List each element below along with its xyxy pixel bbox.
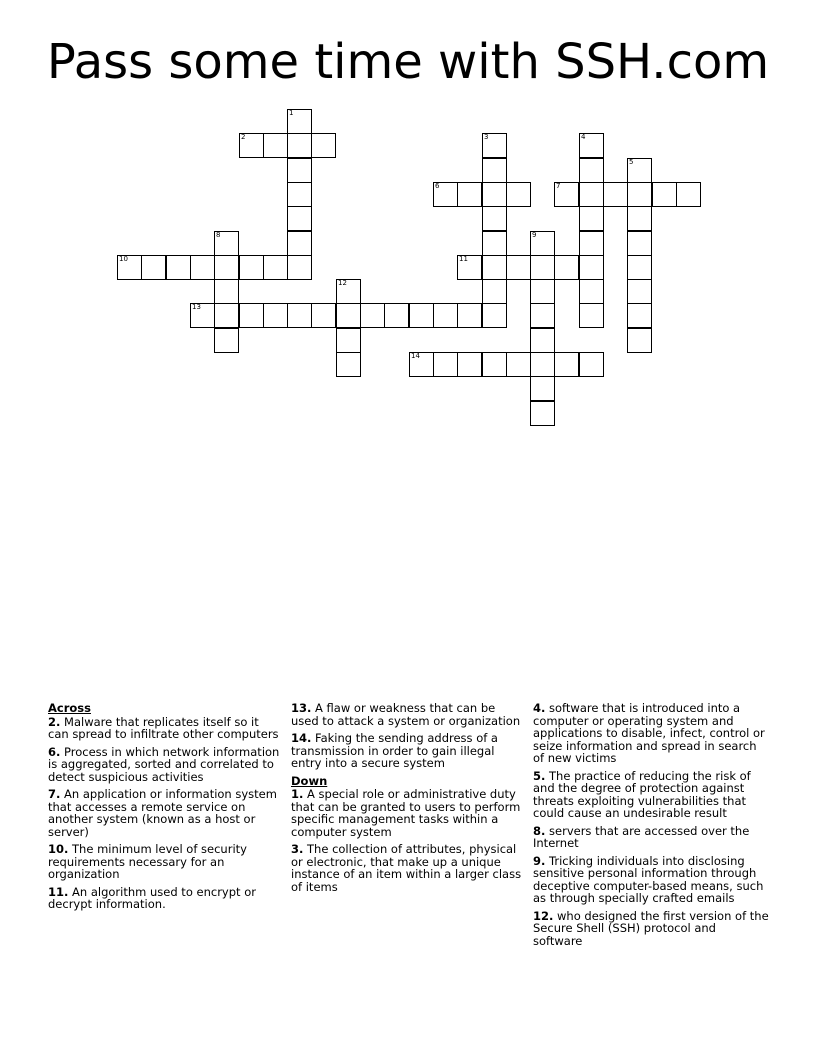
grid-cell[interactable] xyxy=(336,279,361,304)
down-heading: Down xyxy=(291,773,328,788)
grid-cell[interactable] xyxy=(627,182,652,207)
grid-cell[interactable] xyxy=(287,182,312,207)
grid-cell[interactable] xyxy=(627,255,652,280)
clues-column-1 xyxy=(48,702,280,916)
cell-number: 1 xyxy=(289,109,294,117)
grid-cell[interactable] xyxy=(482,279,507,304)
grid-cell[interactable] xyxy=(506,352,531,377)
grid-cell[interactable] xyxy=(579,303,604,328)
clue-across-10: 10. The minimum level of security requirements necessary for an organization xyxy=(48,842,247,881)
grid-cell[interactable] xyxy=(530,328,555,353)
grid-cell[interactable] xyxy=(214,328,239,353)
grid-cell[interactable] xyxy=(190,303,215,328)
grid-cell[interactable] xyxy=(482,133,507,158)
grid-cell[interactable] xyxy=(482,255,507,280)
grid-cell[interactable] xyxy=(214,231,239,256)
grid-cell[interactable] xyxy=(117,255,142,280)
grid-cell[interactable] xyxy=(311,133,336,158)
clues-column-3 xyxy=(533,702,769,952)
clue-across-6: 6. Process in which network information is aggregated, sorted and correlated to detect suspicious activities xyxy=(48,744,280,784)
grid-cell[interactable] xyxy=(239,303,264,328)
grid-cell[interactable] xyxy=(530,401,555,426)
cell-number: 4 xyxy=(581,133,586,141)
grid-cell[interactable] xyxy=(579,231,604,256)
cell-number: 11 xyxy=(459,255,468,263)
cell-number: 10 xyxy=(119,255,128,263)
grid-cell[interactable] xyxy=(457,255,482,280)
grid-cell[interactable] xyxy=(457,303,482,328)
grid-cell[interactable] xyxy=(554,352,579,377)
grid-cell[interactable] xyxy=(603,182,628,207)
grid-cell[interactable] xyxy=(263,133,288,158)
clues-column-2 xyxy=(291,702,525,898)
grid-cell[interactable] xyxy=(239,255,264,280)
grid-cell[interactable] xyxy=(506,182,531,207)
grid-cell[interactable] xyxy=(409,303,434,328)
grid-cell[interactable] xyxy=(482,352,507,377)
grid-cell[interactable] xyxy=(433,303,458,328)
grid-cell[interactable] xyxy=(482,182,507,207)
clue-down-12: 12. who designed the first version of the Secure Shell (SSH) protocol and software xyxy=(533,908,769,948)
grid-cell[interactable] xyxy=(530,231,555,256)
clue-down-8: 8. servers that are accessed over the Internet xyxy=(533,823,750,850)
grid-cell[interactable] xyxy=(287,109,312,134)
grid-cell[interactable] xyxy=(652,182,677,207)
grid-cell[interactable] xyxy=(579,206,604,231)
grid-cell[interactable] xyxy=(579,255,604,280)
clue-down-3: 3. The collection of attributes, physical or electronic, that make up a unique instance of an item within a larger class of items xyxy=(291,842,522,894)
grid-cell[interactable] xyxy=(554,255,579,280)
grid-cell[interactable] xyxy=(482,206,507,231)
grid-cell[interactable] xyxy=(336,328,361,353)
cell-number: 7 xyxy=(556,182,561,190)
grid-cell[interactable] xyxy=(579,182,604,207)
grid-cell[interactable] xyxy=(141,255,166,280)
cell-number: 13 xyxy=(192,303,201,311)
grid-cell[interactable] xyxy=(263,255,288,280)
grid-cell[interactable] xyxy=(482,158,507,183)
grid-cell[interactable] xyxy=(627,303,652,328)
grid-cell[interactable] xyxy=(457,352,482,377)
grid-cell[interactable] xyxy=(554,182,579,207)
cell-number: 8 xyxy=(216,231,221,239)
grid-cell[interactable] xyxy=(579,352,604,377)
grid-cell[interactable] xyxy=(579,158,604,183)
clue-across-13: 13. A flaw or weakness that can be used to attack a system or organization xyxy=(291,701,521,728)
grid-cell[interactable] xyxy=(384,303,409,328)
grid-cell[interactable] xyxy=(336,352,361,377)
grid-cell[interactable] xyxy=(311,303,336,328)
grid-cell[interactable] xyxy=(627,158,652,183)
clue-down-5: 5. The practice of reducing the risk of and the degree of protection against threats exploiting vulnerabilities that could cause an undesirable result xyxy=(533,768,751,820)
grid-cell[interactable] xyxy=(287,231,312,256)
grid-cell[interactable] xyxy=(214,303,239,328)
cell-number: 6 xyxy=(435,182,440,190)
grid-cell[interactable] xyxy=(360,303,385,328)
clue-down-4: 4. software that is introduced into a computer or operating system and applications to disable, infect, control or seize information and spread in search of new victims xyxy=(533,701,765,765)
clue-across-11: 11. An algorithm used to encrypt or decrypt information. xyxy=(48,884,256,911)
grid-cell[interactable] xyxy=(409,352,434,377)
clue-across-2: 2. Malware that replicates itself so it can spread to infiltrate other computers xyxy=(48,714,279,741)
grid-cell[interactable] xyxy=(530,279,555,304)
grid-cell[interactable] xyxy=(287,303,312,328)
grid-cell[interactable] xyxy=(530,255,555,280)
cell-number: 3 xyxy=(484,133,489,141)
clue-across-14: 14. Faking the sending address of a transmission in order to gain illegal entry into a secure system xyxy=(291,731,498,770)
grid-cell[interactable] xyxy=(482,303,507,328)
clue-across-7: 7. An application or information system that accesses a remote service on another system (known as a host or server) xyxy=(48,787,277,839)
grid-cell[interactable] xyxy=(287,133,312,158)
cell-number: 5 xyxy=(629,158,634,166)
grid-cell[interactable] xyxy=(287,158,312,183)
grid-cell[interactable] xyxy=(482,231,507,256)
grid-cell[interactable] xyxy=(627,206,652,231)
grid-cell[interactable] xyxy=(239,133,264,158)
grid-cell[interactable] xyxy=(336,303,361,328)
grid-cell[interactable] xyxy=(530,303,555,328)
cell-number: 14 xyxy=(411,352,420,360)
grid-cell[interactable] xyxy=(287,255,312,280)
page-title: Pass some time with SSH.com xyxy=(46,34,770,90)
grid-cell[interactable] xyxy=(530,376,555,401)
grid-cell[interactable] xyxy=(433,352,458,377)
grid-cell[interactable] xyxy=(287,206,312,231)
grid-cell[interactable] xyxy=(263,303,288,328)
cell-number: 2 xyxy=(241,133,246,141)
grid-cell[interactable] xyxy=(214,279,239,304)
grid-cell[interactable] xyxy=(214,255,239,280)
cell-number: 9 xyxy=(532,231,537,239)
grid-cell[interactable] xyxy=(627,231,652,256)
crossword-grid xyxy=(0,0,816,460)
cell-number: 12 xyxy=(338,279,347,287)
grid-cell[interactable] xyxy=(530,352,555,377)
grid-cell[interactable] xyxy=(433,182,458,207)
clue-down-9: 9. Tricking individuals into disclosing sensitive personal information through deceptive computer-based means, such as through specially crafted emails xyxy=(533,853,764,905)
across-heading: Across xyxy=(48,701,91,715)
grid-cell[interactable] xyxy=(579,133,604,158)
grid-cell[interactable] xyxy=(166,255,191,280)
grid-cell[interactable] xyxy=(457,182,482,207)
grid-cell[interactable] xyxy=(579,279,604,304)
clue-down-1: 1. A special role or administrative duty that can be granted to users to perform specific management tasks within a computer system xyxy=(291,787,521,839)
grid-cell[interactable] xyxy=(190,255,215,280)
grid-cell[interactable] xyxy=(506,255,531,280)
grid-cell[interactable] xyxy=(627,328,652,353)
grid-cell[interactable] xyxy=(627,279,652,304)
grid-cell[interactable] xyxy=(676,182,701,207)
